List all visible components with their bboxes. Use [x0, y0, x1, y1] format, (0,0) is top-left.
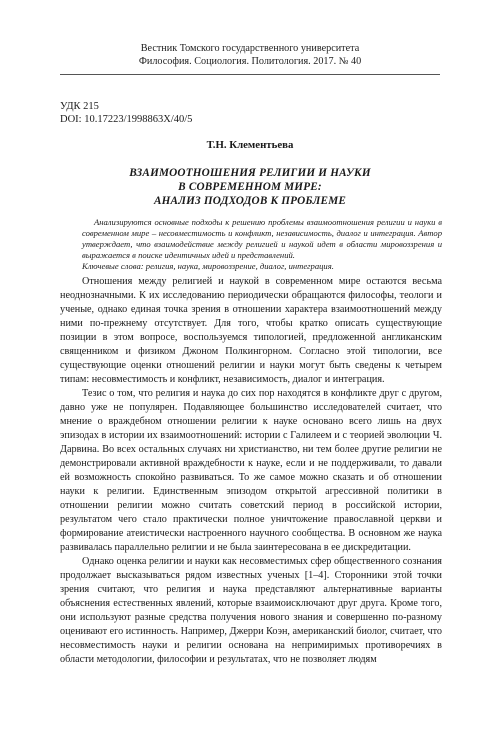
- abstract-text: Анализируются основные подходы к решению проблемы взаимоотношения религии и науки в современном мире – несовместимость и конфликт, независимость, диалог и интеграция. Автор утверждает, что взаимодействие между религией и наукой идет в области мировоззрения и выражается в поиске идентичных идей и представлений.: [82, 217, 442, 260]
- running-head: [60, 42, 440, 75]
- paragraph-1: Отношения между религией и наукой в современном мире остаются весьма неоднозначными. К их исследованию периодически обращаются философы, теологи и ученые, однако единая точка зрения в отношении характера взаимоотношений между ними по-прежнему отсутствует. Для того, чтобы кратко описать существующие позиции в этом вопросе, воспользуемся типологией, предложенной англиканским священником и физиком Джоном Полкингорном. Согласно этой типологии, все существующие оценки отношений религии и науки могут быть сведены к четырем типам: несовместимость и конфликт, независимость, диалог и интеграция.: [60, 276, 442, 385]
- doi: DOI: 10.17223/1998863Х/40/5: [60, 114, 193, 125]
- paragraph-2: Тезис о том, что религия и наука до сих пор находятся в конфликте друг с другом, давно уже не популярен. Подавляющее большинство исследователей считает, что мнение о враждебном отношении религии к науке основано всего лишь на двух эпизодах в истории их взаимоотношений: истории с Галилеем и с теорией эволюции Ч. Дарвина. Во всех остальных случаях ни христианство, ни тем более другие религии не демонстрировали активной враждебности к науке, если и не поддерживали, то давали ей возможность спокойно развиваться. То же самое можно сказать и об отношении науки к религии. Единственным эпизодом открытой агрессивной политики в отношении религии можно считать советский период в российской истории, результатом чего стало практически полное уничтожение православной церкви и формирование атеистически настроенного научного сообщества. В основном же наука развивалась параллельно религии и не была заинтересована в ее дискредитации.: [60, 388, 442, 553]
- abstract: [82, 217, 442, 272]
- udc-code: УДК 215: [60, 101, 99, 112]
- article-meta: [60, 100, 192, 126]
- journal-name: Вестник Томского государственного университета: [140, 43, 360, 54]
- title-line-3: АНАЛИЗ ПОДХОДОВ К ПРОБЛЕМЕ: [153, 195, 346, 207]
- paragraph-3: Однако оценка религии и науки как несовместимых сфер общественного сознания продолжает высказываться рядом известных ученых [1–4]. Сторонники этой точки зрения считают, что религия и наука представляют альтернативные варианты объяснения естественных явлений, которые взаимоисключают друг друга. Кроме того, они используют разные средства получения нового знания и совершенно по-разному оценивают его истинность. Например, Джерри Коэн, американский биолог, считает, что несовместимость науки и религии основана на непримиримых противоречиях в области методологии, философии и результатах, что не позволяет людям: [60, 556, 442, 665]
- title-line-1: ВЗАИМООТНОШЕНИЯ РЕЛИГИИ И НАУКИ: [129, 167, 371, 179]
- author-name: Т.Н. Клементьева: [206, 139, 294, 151]
- article-title: [70, 166, 430, 208]
- article-body: [60, 275, 442, 667]
- title-line-2: В СОВРЕМЕННОМ МИРЕ:: [178, 181, 322, 193]
- journal-series: Философия. Социология. Политология. 2017. № 40: [138, 56, 362, 67]
- keywords: Ключевые слова: религия, наука, мировоззрение, диалог, интеграция.: [82, 260, 334, 271]
